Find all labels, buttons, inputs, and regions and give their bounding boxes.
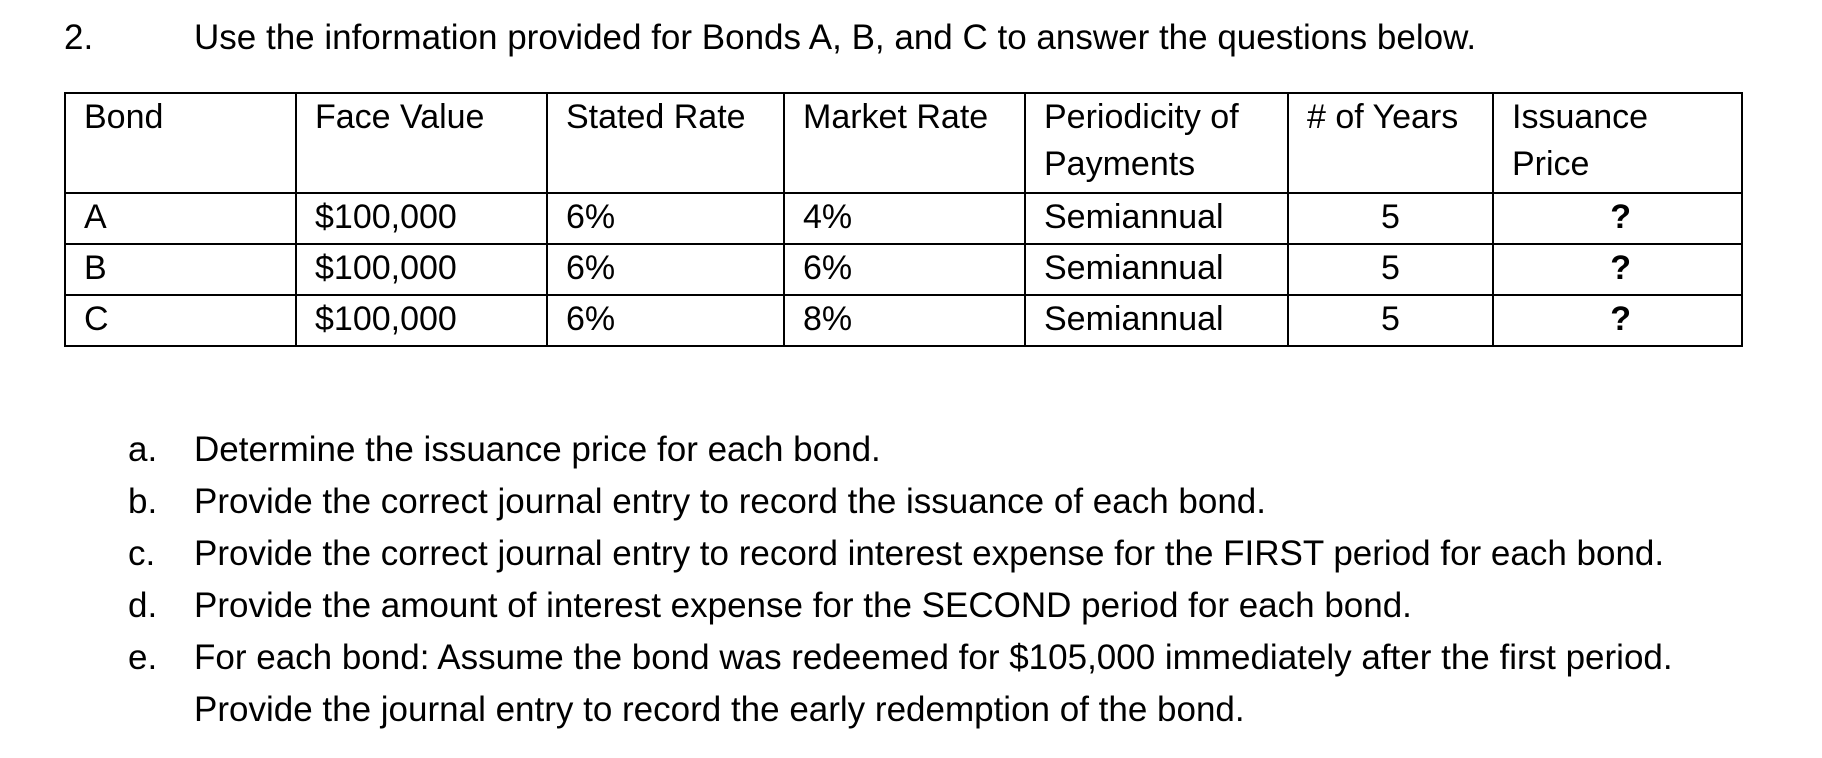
header-issuance-line-2: Price	[1512, 145, 1590, 183]
table-row	[65, 244, 1742, 295]
cell-stated-rate: 6%	[547, 193, 784, 244]
cell-periodicity: Semiannual	[1025, 193, 1288, 244]
cell-face-value: $100,000	[296, 295, 547, 346]
cell-issuance-price: ?	[1493, 193, 1742, 244]
cell-bond: C	[65, 295, 296, 346]
task-text: Provide the correct journal entry to record the issuance of each bond.	[194, 482, 1266, 521]
header-periodicity-line-1: Periodicity of	[1044, 98, 1239, 136]
task-text: Provide the correct journal entry to record interest expense for the FIRST period for each bond.	[194, 534, 1665, 573]
cell-face-value: $100,000	[296, 244, 547, 295]
header-market-rate: Market Rate	[784, 93, 1025, 193]
cell-market-rate: 6%	[784, 244, 1025, 295]
cell-market-rate: 4%	[784, 193, 1025, 244]
task-text: For each bond: Assume the bond was redeemed for $105,000 immediately after the first period.	[194, 638, 1673, 677]
cell-face-value: $100,000	[296, 193, 547, 244]
task-letter: b.	[128, 482, 158, 521]
task-text: Provide the amount of interest expense for the SECOND period for each bond.	[194, 586, 1412, 625]
header-periodicity-line-2: Payments	[1044, 145, 1196, 183]
task-item-b	[128, 476, 1673, 528]
task-item-e	[128, 632, 1673, 736]
header-years: # of Years	[1288, 93, 1493, 193]
cell-years: 5	[1288, 295, 1493, 346]
header-stated-rate: Stated Rate	[547, 93, 784, 193]
task-letter: e.	[128, 638, 158, 677]
task-item-c	[128, 528, 1673, 580]
task-letter: a.	[128, 430, 158, 469]
task-letter: d.	[128, 586, 158, 625]
cell-issuance-price: ?	[1493, 244, 1742, 295]
header-periodicity	[1025, 93, 1288, 193]
table-header-row	[65, 93, 1742, 193]
cell-bond: A	[65, 193, 296, 244]
cell-market-rate: 8%	[784, 295, 1025, 346]
cell-stated-rate: 6%	[547, 244, 784, 295]
header-issuance-line-1: Issuance	[1512, 98, 1649, 136]
question-prompt: Use the information provided for Bonds A, B, and C to answer the questions below.	[194, 18, 1477, 57]
cell-stated-rate: 6%	[547, 295, 784, 346]
cell-years: 5	[1288, 244, 1493, 295]
header-issuance-price	[1493, 93, 1742, 193]
cell-periodicity: Semiannual	[1025, 244, 1288, 295]
task-text: Determine the issuance price for each bond.	[194, 430, 881, 469]
cell-bond: B	[65, 244, 296, 295]
task-item-a	[128, 424, 1673, 476]
table-row	[65, 193, 1742, 244]
cell-issuance-price: ?	[1493, 295, 1742, 346]
task-letter: c.	[128, 534, 156, 573]
header-face-value: Face Value	[296, 93, 547, 193]
cell-years: 5	[1288, 193, 1493, 244]
bond-table	[64, 92, 1743, 347]
task-item-d	[128, 580, 1673, 632]
header-bond: Bond	[65, 93, 296, 193]
cell-periodicity: Semiannual	[1025, 295, 1288, 346]
table-row	[65, 295, 1742, 346]
task-text-continued: Provide the journal entry to record the early redemption of the bond.	[194, 690, 1245, 729]
task-list	[128, 424, 1673, 736]
question-number: 2.	[64, 18, 94, 57]
